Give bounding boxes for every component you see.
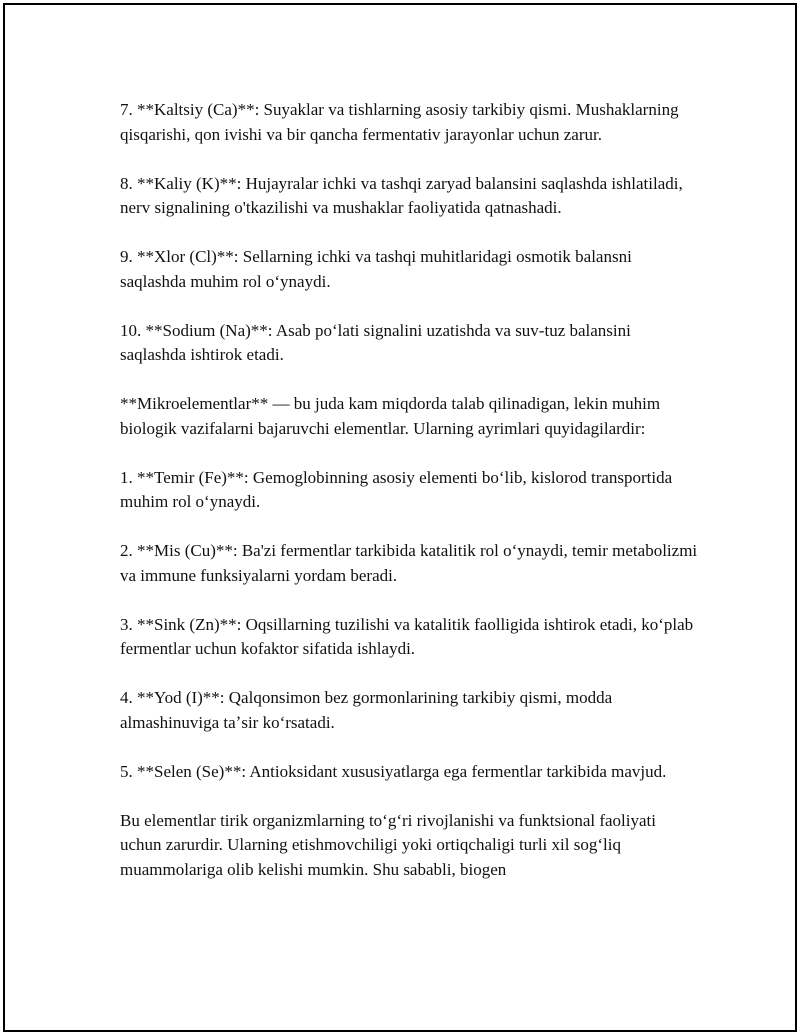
paragraph-yod: 4. **Yod (I)**: Qalqonsimon bez gormonlarining tarkibiy qismi, modda almashinuviga taʼsir koʻrsatadi. [120,688,613,732]
paragraph-sodium: 10. **Sodium (Na)**: Asab poʻlati signalini uzatishda va suv-tuz balansini saqlashda ishtirok etadi. [120,320,631,364]
paragraph-kaltsiy: 7. **Kaltsiy (Ca)**: Suyaklar va tishlarning asosiy tarkibiy qismi. Mushaklarning qisqarishi, qon ivishi va bir qancha fermentativ jarayonlar uchun zarur. [120,100,679,144]
paragraph-kaliy: 8. **Kaliy (K)**: Hujayralar ichki va tashqi zaryad balansini saqlashda ishlatiladi, nerv signalining o'tkazilishi va mushaklar faoliyatida qatnashadi. [120,173,683,217]
paragraph-selen: 5. **Selen (Se)**: Antioksidant xususiyatlarga ega fermentlar tarkibida mavjud. [120,761,667,781]
paragraph-mikroelementlar: **Mikroelementlar** — bu juda kam miqdorda talab qilinadigan, lekin muhim biologik vazifalarni bajaruvchi elementlar. Ularning ayrimlari quyidagilardir: [120,394,661,438]
paragraph-xlor: 9. **Xlor (Cl)**: Sellarning ichki va tashqi muhitlaridagi osmotik balansni saqlashda muhim rol oʻynaydi. [120,247,632,291]
paragraph-temir: 1. **Temir (Fe)**: Gemoglobinning asosiy elementi boʻlib, kislorod transportida muhim rol oʻynaydi. [120,467,673,511]
paragraph-conclusion: Bu elementlar tirik organizmlarning toʻgʻri rivojlanishi va funktsional faoliyati uchun zarurdir. Ularning etishmovchiligi yoki ortiqchaligi turli xil sogʻliq muammolariga olib kelishi mumkin. Shu sababli, biogen [120,810,656,879]
paragraph-sink: 3. **Sink (Zn)**: Oqsillarning tuzilishi va katalitik faolligida ishtirok etadi, koʻplab fermentlar uchun kofaktor sifatida ishlaydi. [120,614,694,658]
page-frame [3,3,797,1032]
document-body [120,98,700,907]
paragraph-mis: 2. **Mis (Cu)**: Ba'zi fermentlar tarkibida katalitik rol oʻynaydi, temir metabolizmi va immune funksiyalarni yordam beradi. [120,541,698,585]
